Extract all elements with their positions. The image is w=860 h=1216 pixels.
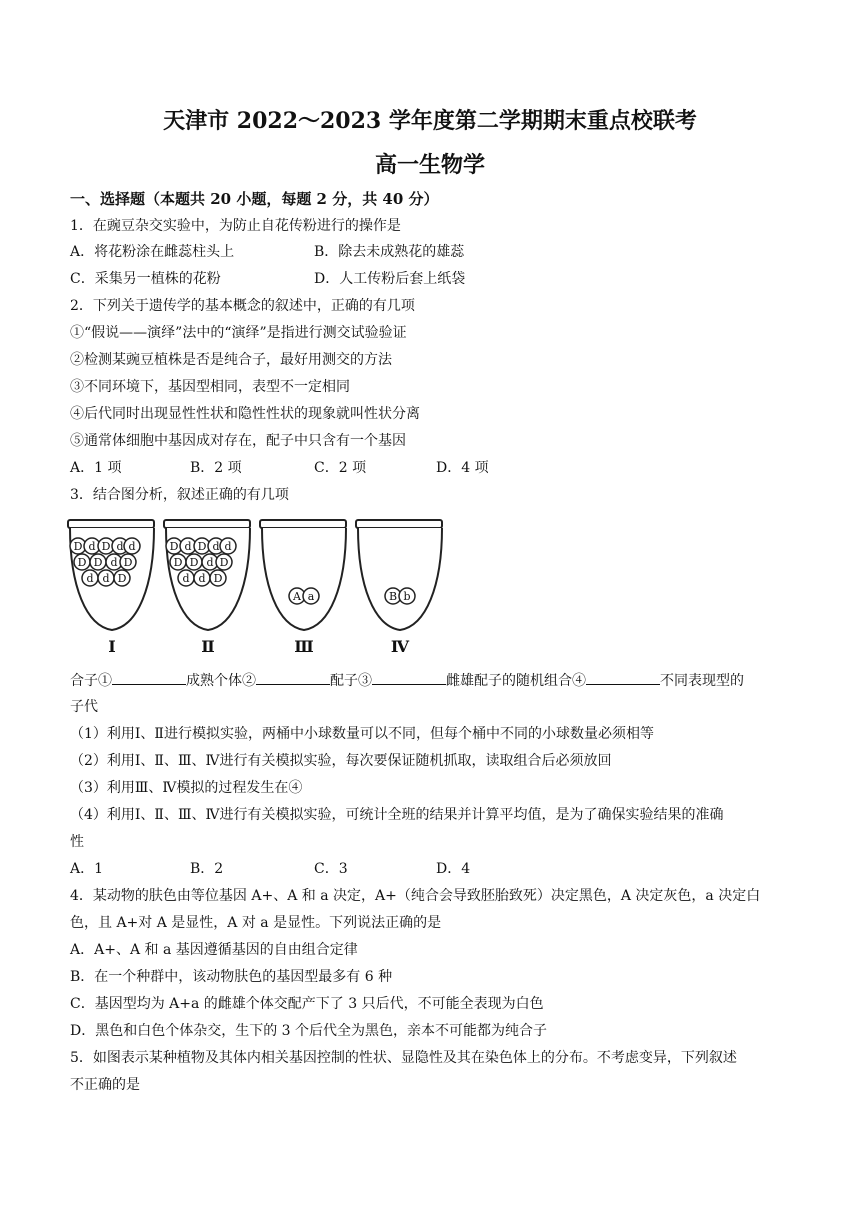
bucket-rim — [68, 520, 154, 528]
ball-d — [124, 538, 140, 554]
bucket-label: Ⅲ — [294, 637, 314, 656]
ball-D — [216, 554, 232, 570]
q3-stem: 3．结合图分析，叙述正确的有几项 — [70, 487, 289, 503]
q3-option-d: D．4 — [436, 861, 471, 877]
bucket-rim — [260, 520, 346, 528]
q5-stem-2: 不正确的是 — [70, 1077, 140, 1093]
q1-option-c: C．采集另一植株的花粉 — [70, 271, 221, 287]
q3-statement-4-cont: 性 — [70, 834, 84, 850]
ball-letter: b — [403, 590, 411, 603]
exam-title: 天津市 2022～2023 学年度第二学期期末重点校联考 — [163, 108, 697, 134]
q2-item-4: ④后代同时出现显性性状和隐性性状的现象就叫性状分离 — [70, 406, 420, 422]
q2-item-3: ③不同环境下，基因型相同，表型不一定相同 — [70, 379, 350, 395]
q4-option-b: B．在一个种群中，该动物肤色的基因型最多有 6 种 — [70, 969, 393, 985]
ball-D — [114, 570, 130, 586]
ball-letter: d — [110, 556, 118, 569]
bucket-body — [262, 528, 346, 630]
flow-zygote: 合子① — [70, 673, 112, 689]
section-heading: 一、选择题（本题共 20 小题，每题 2 分，共 40 分） — [70, 190, 439, 208]
q3-flow-line — [70, 670, 744, 691]
q4-option-a: A．A+、A 和 a 基因遵循基因的自由组合定律 — [70, 942, 358, 958]
flow-random-combination: 雌雄配子的随机组合④ — [446, 673, 586, 689]
q3-statement-1: （1）利用Ⅰ、Ⅱ进行模拟实验，两桶中小球数量可以不同，但每个桶中不同的小球数量必须相等 — [70, 726, 654, 742]
ball-letter: d — [88, 540, 96, 553]
ball-D — [170, 554, 186, 570]
q4-stem-2: 色，且 A+对 A 是显性，A 对 a 是显性。下列说法正确的是 — [70, 915, 442, 931]
ball-d — [194, 570, 210, 586]
blank-4 — [586, 670, 660, 685]
bucket-rim — [356, 520, 442, 528]
q2-option-c: C．2 项 — [314, 460, 367, 476]
blank-3 — [372, 670, 446, 685]
q5-stem-1: 5．如图表示某种植物及其体内相关基因控制的性状、显隐性及其在染色体上的分布。不考虑变异，下列叙述 — [70, 1050, 737, 1066]
ball-letter: D — [213, 572, 223, 585]
q4-option-d: D．黑色和白色个体杂交，生下的 3 个后代全为黑色，亲本不可能都为纯合子 — [70, 1023, 548, 1039]
ball-letter: D — [93, 556, 103, 569]
flow-phenotype: 不同表现型的 — [660, 673, 744, 689]
ball-letter: d — [102, 572, 110, 585]
q3-statement-4: （4）利用Ⅰ、Ⅱ、Ⅲ、Ⅳ进行有关模拟实验，可统计全班的结果并计算平均值，是为了确保实验结果的准确 — [70, 807, 724, 823]
bucket-label: Ⅰ — [108, 637, 116, 656]
q2-item-2: ②检测某豌豆植株是否是纯合子，最好用测交的方法 — [70, 352, 392, 368]
ball-letter: d — [184, 540, 192, 553]
q2-option-b: B．2 项 — [190, 460, 242, 476]
bucket-label: Ⅱ — [201, 637, 215, 656]
ball-letter: D — [197, 540, 207, 553]
blank-2 — [256, 670, 330, 685]
q3-statement-2: （2）利用Ⅰ、Ⅱ、Ⅲ、Ⅳ进行有关模拟实验，每次要保证随机抓取，读取组合后必须放回 — [70, 753, 612, 769]
bucket-1 — [68, 520, 154, 656]
q3-statement-3: （3）利用Ⅲ、Ⅳ模拟的过程发生在④ — [70, 780, 303, 796]
ball-letter: d — [212, 540, 220, 553]
ball-D — [210, 570, 226, 586]
ball-D — [186, 554, 202, 570]
ball-letter: D — [169, 540, 179, 553]
q1-stem: 1．在豌豆杂交实验中，为防止自花传粉进行的操作是 — [70, 218, 401, 234]
bucket-4 — [356, 520, 442, 656]
ball-letter: d — [198, 572, 206, 585]
ball-d — [98, 570, 114, 586]
ball-letter: d — [86, 572, 94, 585]
ball-letter: a — [307, 590, 315, 603]
ball-D — [120, 554, 136, 570]
q1-option-d: D．人工传粉后套上纸袋 — [314, 271, 466, 287]
q3-flow-offspring: 子代 — [70, 699, 98, 715]
ball-d — [82, 570, 98, 586]
ball-b — [399, 588, 415, 604]
ball-letter: d — [224, 540, 232, 553]
bucket-label: Ⅳ — [390, 637, 410, 656]
q4-stem-1: 4．某动物的肤色由等位基因 A+、A 和 a 决定，A+（纯合会导致胚胎致死）决定黑色，A 决定灰色，a 决定白 — [70, 888, 761, 904]
ball-D — [74, 554, 90, 570]
q1-option-a: A．将花粉涂在雌蕊柱头上 — [70, 244, 235, 260]
q2-option-a: A．1 项 — [70, 460, 122, 476]
ball-d — [220, 538, 236, 554]
q2-stem: 2．下列关于遗传学的基本概念的叙述中，正确的有几项 — [70, 298, 415, 314]
ball-d — [178, 570, 194, 586]
q2-option-d: D．4 项 — [436, 460, 489, 476]
ball-a — [303, 588, 319, 604]
ball-letter: D — [219, 556, 229, 569]
blank-1 — [112, 670, 186, 685]
ball-letter: D — [123, 556, 133, 569]
ball-letter: d — [128, 540, 136, 553]
ball-letter: D — [101, 540, 111, 553]
q3-option-a: A．1 — [70, 861, 104, 877]
ball-letter: D — [77, 556, 87, 569]
ball-letter: d — [182, 572, 190, 585]
bucket-rim — [164, 520, 250, 528]
ball-letter: D — [189, 556, 199, 569]
ball-letter: d — [116, 540, 124, 553]
bucket-2 — [164, 520, 250, 656]
bucket-body — [358, 528, 442, 630]
ball-letter: D — [173, 556, 183, 569]
ball-D — [90, 554, 106, 570]
bucket-figure — [66, 516, 456, 656]
ball-letter: d — [206, 556, 214, 569]
ball-letter: D — [73, 540, 83, 553]
q3-option-c: C．3 — [314, 861, 348, 877]
bucket-3 — [260, 520, 346, 656]
ball-letter: D — [117, 572, 127, 585]
q1-option-b: B．除去未成熟花的雄蕊 — [314, 244, 465, 260]
q3-option-b: B．2 — [190, 861, 224, 877]
ball-letter: A — [293, 590, 301, 603]
ball-letter: B — [388, 590, 398, 603]
q4-option-c: C．基因型均为 A+a 的雌雄个体交配产下了 3 只后代，不可能全表现为白色 — [70, 996, 544, 1012]
flow-gamete: 配子③ — [330, 673, 372, 689]
q2-item-5: ⑤通常体细胞中基因成对存在，配子中只含有一个基因 — [70, 433, 406, 449]
q2-item-1: ①“假说——演绎”法中的“演绎”是指进行测交试验验证 — [70, 325, 407, 341]
exam-subject: 高一生物学 — [374, 152, 485, 178]
flow-mature-individual: 成熟个体② — [186, 673, 256, 689]
